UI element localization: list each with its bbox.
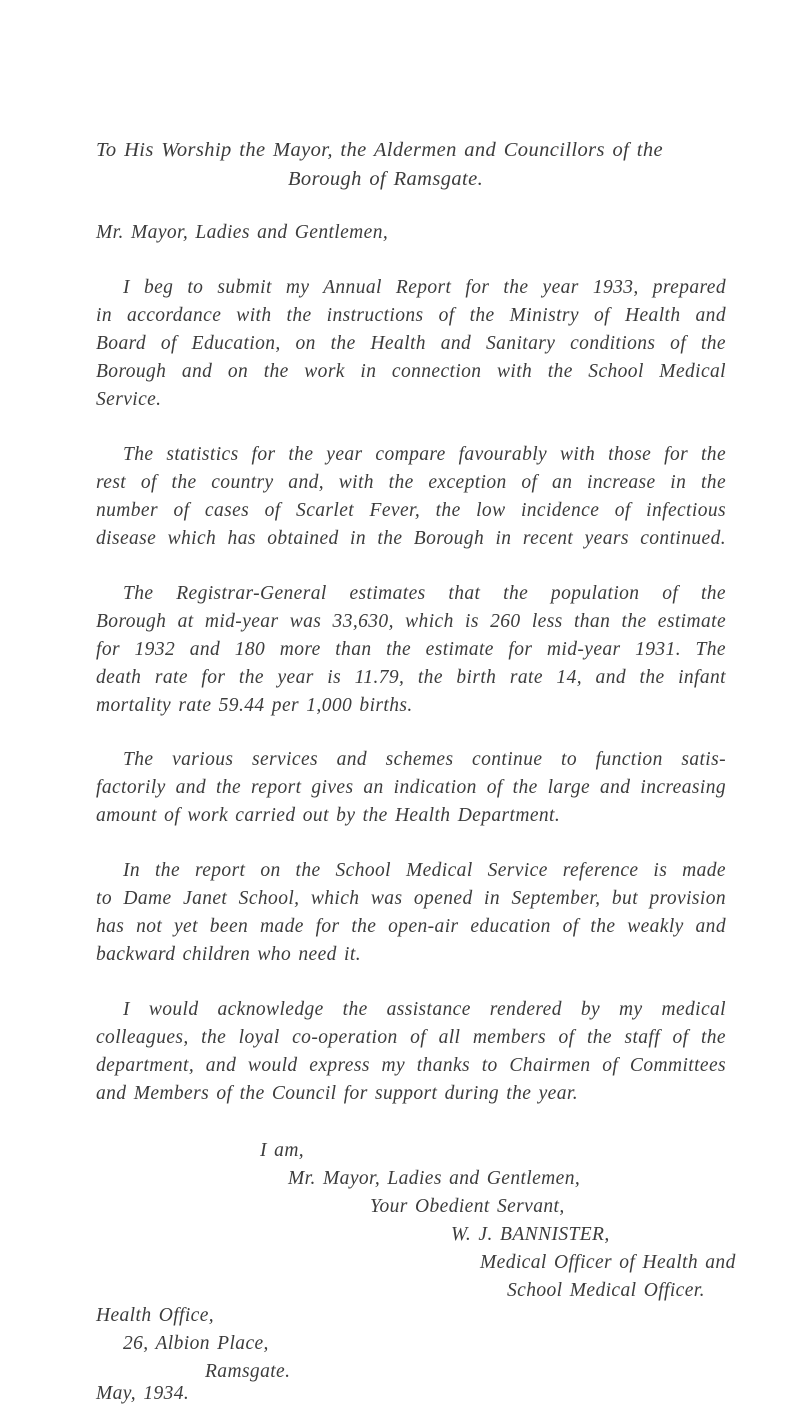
paragraph-4-line-2: factorily and the report gives an indication of the large and increasing: [96, 777, 726, 798]
paragraph-6-line-4: and Members of the Council for support during the year.: [96, 1083, 578, 1104]
paragraph-3-line-2: Borough at mid-year was 33,630, which is 260 less than the estimate: [96, 611, 726, 632]
paragraph-6-line-1: I would acknowledge the assistance rendered by my medical: [123, 999, 726, 1020]
office-line-2: 26, Albion Place,: [123, 1333, 269, 1354]
paragraph-1-line-5: Service.: [96, 389, 162, 410]
paragraph-4-line-1: The various services and schemes continue to function satis-: [123, 749, 726, 770]
paragraph-1-line-4: Borough and on the work in connection with the School Medical: [96, 361, 726, 382]
paragraph-1-line-2: in accordance with the instructions of the Ministry of Health and: [96, 305, 726, 326]
paragraph-2-line-2: rest of the country and, with the exception of an increase in the: [96, 472, 726, 493]
office-line-1: Health Office,: [96, 1305, 215, 1326]
paragraph-2-line-3: number of cases of Scarlet Fever, the low incidence of infectious: [96, 500, 726, 521]
address-line-2: Borough of Ramsgate.: [288, 168, 484, 190]
paragraph-3-line-1: The Registrar-General estimates that the population of the: [123, 583, 726, 604]
paragraph-2-line-4: disease which has obtained in the Borough in recent years continued.: [96, 528, 726, 549]
signatory-title-line-2: School Medical Officer.: [507, 1280, 705, 1301]
paragraph-3-line-5: mortality rate 59.44 per 1,000 births.: [96, 695, 413, 716]
office-line-3: Ramsgate.: [205, 1361, 291, 1382]
closing-i-am: I am,: [260, 1140, 305, 1161]
signatory-name: W. J. BANNISTER,: [451, 1224, 610, 1245]
paragraph-1-line-1: I beg to submit my Annual Report for the year 1933, prepared: [123, 277, 726, 298]
paragraph-5-line-3: has not yet been made for the open-air education of the weakly and: [96, 916, 726, 937]
address-line-1: To His Worship the Mayor, the Aldermen and Councillors of the: [96, 139, 663, 161]
paragraph-5-line-1: In the report on the School Medical Service reference is made: [123, 860, 726, 881]
closing-servant: Your Obedient Servant,: [370, 1196, 565, 1217]
closing-salutation: Mr. Mayor, Ladies and Gentlemen,: [288, 1168, 581, 1189]
paragraph-6-line-3: department, and would express my thanks to Chairmen of Committees: [96, 1055, 726, 1076]
paragraph-6-line-2: colleagues, the loyal co-operation of all members of the staff of the: [96, 1027, 726, 1048]
paragraph-4-line-3: amount of work carried out by the Health Department.: [96, 805, 561, 826]
paragraph-3-line-4: death rate for the year is 11.79, the birth rate 14, and the infant: [96, 667, 726, 688]
office-date: May, 1934.: [96, 1383, 190, 1404]
signatory-title-line-1: Medical Officer of Health and: [480, 1252, 736, 1273]
paragraph-5-line-4: backward children who need it.: [96, 944, 361, 965]
paragraph-2-line-1: The statistics for the year compare favourably with those for the: [123, 444, 726, 465]
paragraph-1-line-3: Board of Education, on the Health and Sanitary conditions of the: [96, 333, 726, 354]
paragraph-5-line-2: to Dame Janet School, which was opened in September, but provision: [96, 888, 726, 909]
salutation: Mr. Mayor, Ladies and Gentlemen,: [96, 222, 389, 243]
paragraph-3-line-3: for 1932 and 180 more than the estimate for mid-year 1931. The: [96, 639, 726, 660]
